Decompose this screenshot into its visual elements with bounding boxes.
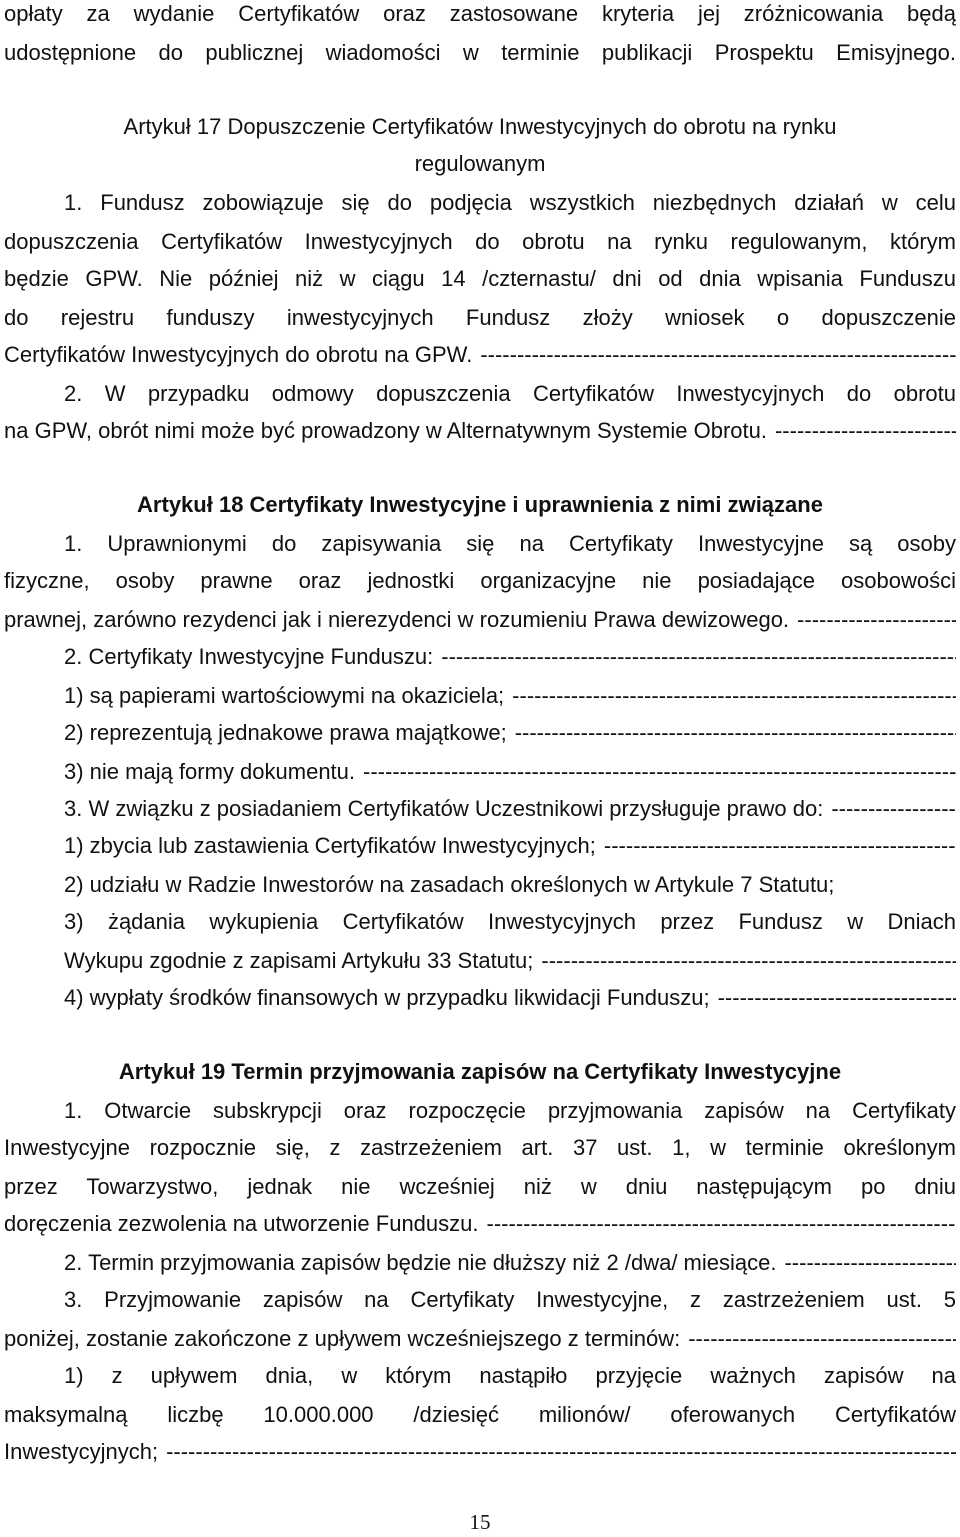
article-17-p1-line-5-text: Certyfikatów Inwestycyjnych do obrotu na GPW. [4, 342, 473, 367]
dash-filler [480, 335, 956, 374]
article-18-p3 [64, 789, 956, 828]
article-17-p2-line-1: 2. W przypadku odmowy dopuszczenia Certyfikatów Inwestycyjnych do obrotu [64, 381, 956, 406]
dash-filler [775, 411, 956, 450]
article-18-p3-item-4 [64, 978, 956, 1017]
article-18-p3-text: 3. W związku z posiadaniem Certyfikatów Uczestnikowi przysługuje prawo do: [64, 796, 824, 821]
article-19-p1-line-2: Inwestycyjne rozpocznie się, z zastrzeżeniem art. 37 ust. 1, w terminie określonym [4, 1135, 956, 1160]
article-18-p2-item-2-text: 2) reprezentują jednakowe prawa majątkowe; [64, 720, 507, 745]
article-18-p2-item-3 [64, 752, 956, 791]
dash-filler [363, 752, 956, 791]
article-18-p2-item-1 [64, 676, 956, 715]
dash-filler [487, 1204, 956, 1243]
article-17-p1-line-1: 1. Fundusz zobowiązuje się do podjęcia wszystkich niezbędnych działań w celu [64, 190, 956, 215]
article-18-p3-item-1 [64, 826, 956, 865]
article-19-p3-item-1-line-3 [4, 1432, 956, 1471]
article-17-title-line-1: Artykuł 17 Dopuszczenie Certyfikatów Inwestycyjnych do obrotu na rynku [123, 114, 837, 139]
dash-filler [688, 1319, 956, 1358]
article-19-p2 [64, 1243, 956, 1282]
article-19-p1-line-3: przez Towarzystwo, jednak nie wcześniej niż w dniu następującym po dniu [4, 1174, 956, 1199]
article-18-p2-item-1-text: 1) są papierami wartościowymi na okaziciela; [64, 683, 505, 708]
article-17-p1-line-4: do rejestru funduszy inwestycyjnych Fundusz złoży wniosek o dopuszczenie [4, 305, 956, 330]
article-17-p1-line-2: dopuszczenia Certyfikatów Inwestycyjnych do obrotu na rynku regulowanym, którym [4, 229, 956, 254]
article-18-p2 [64, 637, 956, 676]
article-19-p3-item-1-line-3-text: Inwestycyjnych; [4, 1439, 159, 1464]
article-18-p1-line-3-text: prawnej, zarówno rezydenci jak i nierezydenci w rozumieniu Prawa dewizowego. [4, 607, 790, 632]
page-number: 15 [469, 1510, 491, 1534]
article-19-p3-item-1-line-1: 1) z upływem dnia, w którym nastąpiło przyjęcie ważnych zapisów na [64, 1363, 956, 1388]
dash-filler [604, 826, 956, 865]
article-19-p1-line-4-text: doręczenia zezwolenia na utworzenie Funduszu. [4, 1211, 479, 1236]
article-19-p3-line-2-text: poniżej, zostanie zakończone z upływem wcześniejszego z terminów: [4, 1326, 681, 1351]
article-18-title: Artykuł 18 Certyfikaty Inwestycyjne i uprawnienia z nimi związane [137, 492, 823, 517]
dash-filler [166, 1432, 956, 1471]
article-19-p2-text: 2. Termin przyjmowania zapisów będzie nie dłuższy niż 2 /dwa/ miesiące. [64, 1250, 777, 1275]
article-17-p1-line-3: będzie GPW. Nie później niż w ciągu 14 /czternastu/ dni od dnia wpisania Funduszu [4, 266, 956, 291]
article-19-p1-line-1: 1. Otwarcie subskrypcji oraz rozpoczęcie przyjmowania zapisów na Certyfikaty [64, 1098, 956, 1123]
dash-filler [784, 1243, 956, 1282]
article-17-p2-line-2-text: na GPW, obrót nimi może być prowadzony w Alternatywnym Systemie Obrotu. [4, 418, 767, 443]
article-18-p3-item-3-line-1: 3) żądania wykupienia Certyfikatów Inwestycyjnych przez Fundusz w Dniach [64, 909, 956, 934]
article-18-p3-item-4-text: 4) wypłaty środków finansowych w przypadku likwidacji Funduszu; [64, 985, 710, 1010]
intro-line-1: opłaty za wydanie Certyfikatów oraz zastosowane kryteria jej zróżnicowania będą [4, 1, 956, 26]
article-17-title-line-2: regulowanym [414, 151, 546, 176]
dash-filler [541, 941, 956, 980]
article-18-p1-line-3 [4, 600, 956, 639]
dash-filler [515, 713, 956, 752]
dash-filler [512, 676, 956, 715]
article-17-p2-line-2 [4, 411, 956, 450]
article-18-p3-item-3-line-2-text: Wykupu zgodnie z zapisami Artykułu 33 Statutu; [64, 948, 534, 973]
article-18-p2-item-3-text: 3) nie mają formy dokumentu. [64, 759, 356, 784]
article-18-p3-item-3-line-2 [64, 941, 956, 980]
article-19-p1-line-4 [4, 1204, 956, 1243]
article-19-p3-item-1-line-2: maksymalną liczbę 10.000.000 /dziesięć milionów/ oferowanych Certyfikatów [4, 1402, 956, 1427]
intro-line-2: udostępnione do publicznej wiadomości w terminie publikacji Prospektu Emisyjnego. [4, 40, 956, 65]
article-18-p2-item-2 [64, 713, 956, 752]
article-19-p3-line-1: 3. Przyjmowanie zapisów na Certyfikaty Inwestycyjne, z zastrzeżeniem ust. 5 [64, 1287, 956, 1312]
article-17-p1-line-5 [4, 335, 956, 374]
article-18-p1-line-2: fizyczne, osoby prawne oraz jednostki organizacyjne nie posiadające osobowości [4, 568, 956, 593]
article-18-p2-text: 2. Certyfikaty Inwestycyjne Funduszu: [64, 644, 434, 669]
article-18-p1-line-1: 1. Uprawnionymi do zapisywania się na Certyfikaty Inwestycyjne są osoby [64, 531, 956, 556]
dash-filler [831, 789, 956, 828]
dash-filler [797, 600, 956, 639]
article-18-p3-item-1-text: 1) zbycia lub zastawienia Certyfikatów Inwestycyjnych; [64, 833, 596, 858]
dash-filler [441, 637, 956, 676]
article-19-p3-line-2 [4, 1319, 956, 1358]
article-19-title: Artykuł 19 Termin przyjmowania zapisów na Certyfikaty Inwestycyjne [118, 1059, 842, 1084]
dash-filler [718, 978, 956, 1017]
article-18-p3-item-2: 2) udziału w Radzie Inwestorów na zasadach określonych w Artykule 7 Statutu; [64, 872, 835, 897]
